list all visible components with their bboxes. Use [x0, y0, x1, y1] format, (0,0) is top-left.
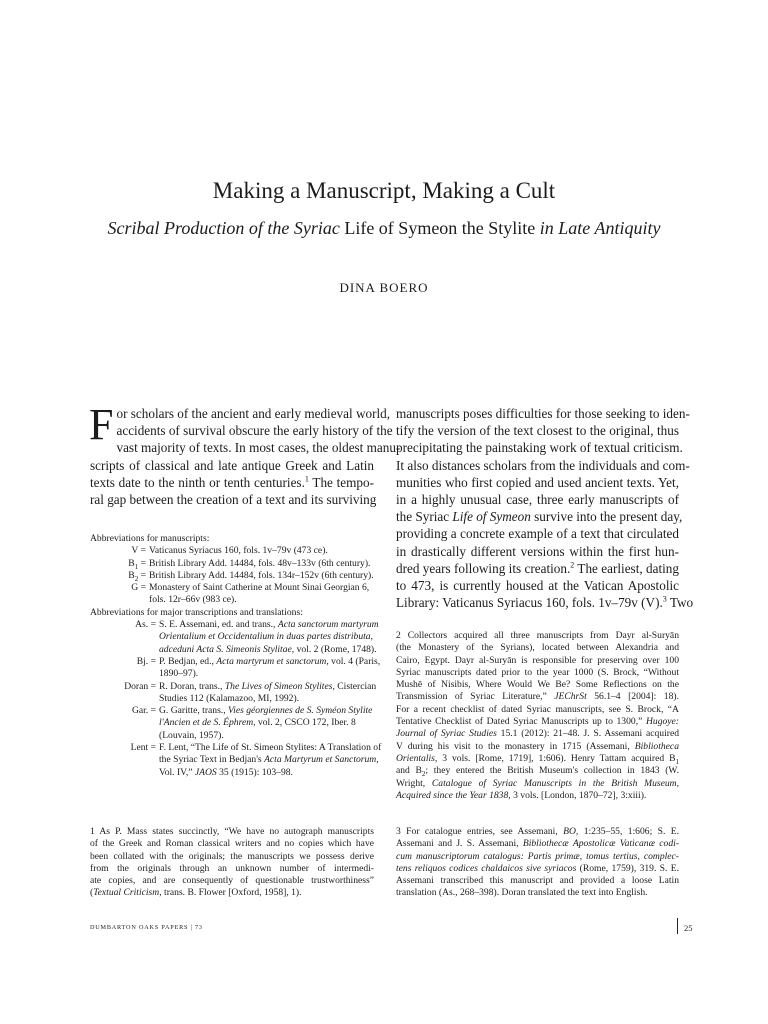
footnote-ref-1[interactable]: 1	[304, 474, 309, 484]
author-name: DINA BOERO	[339, 280, 429, 295]
body-line: manuscripts poses difficulties for those seeking to iden-	[396, 406, 690, 421]
body-line: texts date to the ninth or tenth centuries.$^1$ The tempo-	[90, 474, 374, 490]
abbrev-entry-b1: $B_1$ = British Library Add. 14484, fols. 48v–133v (6th century).	[128, 557, 371, 571]
footer-journal: DUMBARTON OAKS PAPERS | 73	[90, 924, 203, 931]
abbreviations-block	[90, 533, 382, 779]
body-line: in drastically different versions within the first hun-	[396, 543, 679, 559]
body-line: accidents of survival obscure the early history of the	[116, 423, 393, 439]
abbrev-entry-as: As. = S. E. Assemani, ed. and trans., Acta sanctorum martyrum Orientalium et Occidentalium in duas partes distributa, adceduni Acta S. Simeonis Stylitae, vol. 2 (Rome, 1748).	[135, 619, 379, 655]
abbrev-heading-translations: Abbreviations for major transcriptions and translations:	[90, 606, 303, 618]
body-line: tify the version of the text closest to the original, thus	[396, 423, 679, 439]
abbrev-heading-manuscripts: Abbreviations for manuscripts:	[90, 533, 210, 544]
article-subtitle	[0, 218, 768, 239]
abbrev-entry-g: G = Monastery of Saint Catherine at Mount Sinai Georgian 6, fols. 12r–66v (983 ce).	[131, 582, 370, 606]
body-text-right	[396, 405, 694, 611]
abbrev-entry-v: V = Vaticanus Syriacus 160, fols. 1v–79v (473 ce).	[131, 545, 328, 557]
footnote-3: 3 For catalogue entries, see Assemani, BO, 1:235–55, 1:606; S. E. Assemani and J. S. Assemani, Bibliothecæ Apostolicæ Vaticanæ codi- cum manuscriptorum catalogus: Partis primæ, tomus tertius, complec- tens reliquos codices chaldaicos sive syriacos (Rome, 1759), 319. S. E. Assemani transcribed this manuscript and provided a loose Latin translation (As., 268–398). Doran translated the text into English.	[396, 826, 680, 899]
body-line: in a highly unusual case, three early manuscripts of	[396, 492, 679, 508]
abbrev-entry-b2: $B_2$ = British Library Add. 14484, fols. 134r–152v (6th century).	[128, 569, 374, 583]
body-line: ral gap between the creation of a text and its surviving	[90, 492, 377, 508]
body-line: providing a concrete example of a text that circulated	[396, 526, 679, 542]
footnote-ref-2[interactable]: 2	[570, 560, 575, 570]
abbrev-entry-bj: Bj. = P. Bedjan, ed., Acta martyrum et sanctorum, vol. 4 (Paris, 1890–97).	[136, 655, 381, 680]
body-line: or scholars of the ancient and early medieval world,	[116, 406, 391, 421]
page-number: 25	[684, 923, 693, 933]
body-line: precipitating the painstaking work of textual criticism.	[396, 440, 683, 456]
body-text-left	[89, 400, 401, 508]
footnote-1: 1 As P. Mass states succinctly, “We have no autograph manuscripts of the Greek and Roman classical writers and no copies which have been collated with the originals; the manuscripts we possess derive from the originals through an unknown number of intermedi- ate copies, and are consequently of questionable trustworthiness” (Textual Criticism, trans. B. Flower [Oxford, 1958], 1).	[90, 826, 374, 899]
drop-cap: F	[89, 400, 114, 449]
footnote-ref-3[interactable]: 3	[662, 594, 667, 604]
body-line: scripts of classical and late antique Greek and Latin	[90, 457, 374, 473]
body-line: to 473, is currently housed at the Vatican Apostolic	[396, 578, 679, 594]
abbrev-entry-gar: Gar. = G. Garitte, trans., Vies géorgiennes de S. Syméon Stylite l'Ancien et de S. Éphrem, vol. 2, CSCO 172, Iber. 8 (Louvain, 1957).	[131, 705, 373, 741]
body-line: It also distances scholars from the individuals and com-	[396, 457, 690, 473]
body-line: dred years following its creation.$^2$ The earliest, dating	[396, 560, 679, 576]
body-line: Library: Vaticanus Syriacus 160, fols. 1v–79v (V).$^3$ Two	[396, 594, 694, 611]
subtitle-part-2: Life of Symeon the Stylite	[344, 218, 536, 238]
abbrev-entry-lent: Lent = F. Lent, “The Life of St. Simeon Stylites: A Translation of the Syriac Text in Bedjan's Acta Martyrum et Sanctorum, Vol. IV,” JAOS 35 (1915): 103–98.	[130, 742, 382, 778]
abbrev-entry-doran: Doran = R. Doran, trans., The Lives of Simeon Stylites, Cistercian Studies 112 (Kalamazoo, MI, 1992).	[124, 680, 377, 704]
body-line: the Syriac Life of Symeon survive into the present day,	[396, 509, 683, 525]
footnote-2: 2 Collectors acquired all three manuscripts from Dayr al-Suryān (the Monastery of the Syrians), located between Alexandria and Cairo, Egypt. Dayr al-Suryān is responsible for preserving over 100 Syriac manuscripts dated prior to the year 1000 (S. Brock, “Without Mushē of Nisibis, Where Would We Be? Some Reflections on the Transmission of Syriac Literature,” JEChrSt 56.1–4 [2004]: 18). For a recent checklist of dated Syriac manuscripts, see S. Brock, “A Tentative Checklist of Dated Syriac Manuscripts up to 1300,” Hugoye: Journal of Syriac Studies 15.1 (2012): 21–48. J. S. Assemani acquired V during his visit to the monastery in 1715 (Assemani, Bibliotheca Orientalis, 3 vols. [Rome, 1719], 1:606). Henry Tattam acquired $B_1$ and $B_2$; they entered the British Museum's collection in 1843 (W. Wright, Catalogue of Syriac Manuscripts in the British Museum, Acquired since the Year 1838, 3 vols. [London, 1870–72], 3:xiii).	[396, 630, 679, 801]
subtitle-part-1: Scribal Production of the Syriac	[107, 218, 340, 238]
subtitle-part-3: in Late Antiquity	[539, 218, 661, 238]
footer-divider	[677, 918, 678, 934]
body-line: vast majority of texts. In most cases, the oldest manu-	[116, 440, 401, 456]
body-line: munities who first copied and used ancient texts. Yet,	[396, 474, 679, 490]
article-title: Making a Manuscript, Making a Cult	[212, 178, 556, 203]
